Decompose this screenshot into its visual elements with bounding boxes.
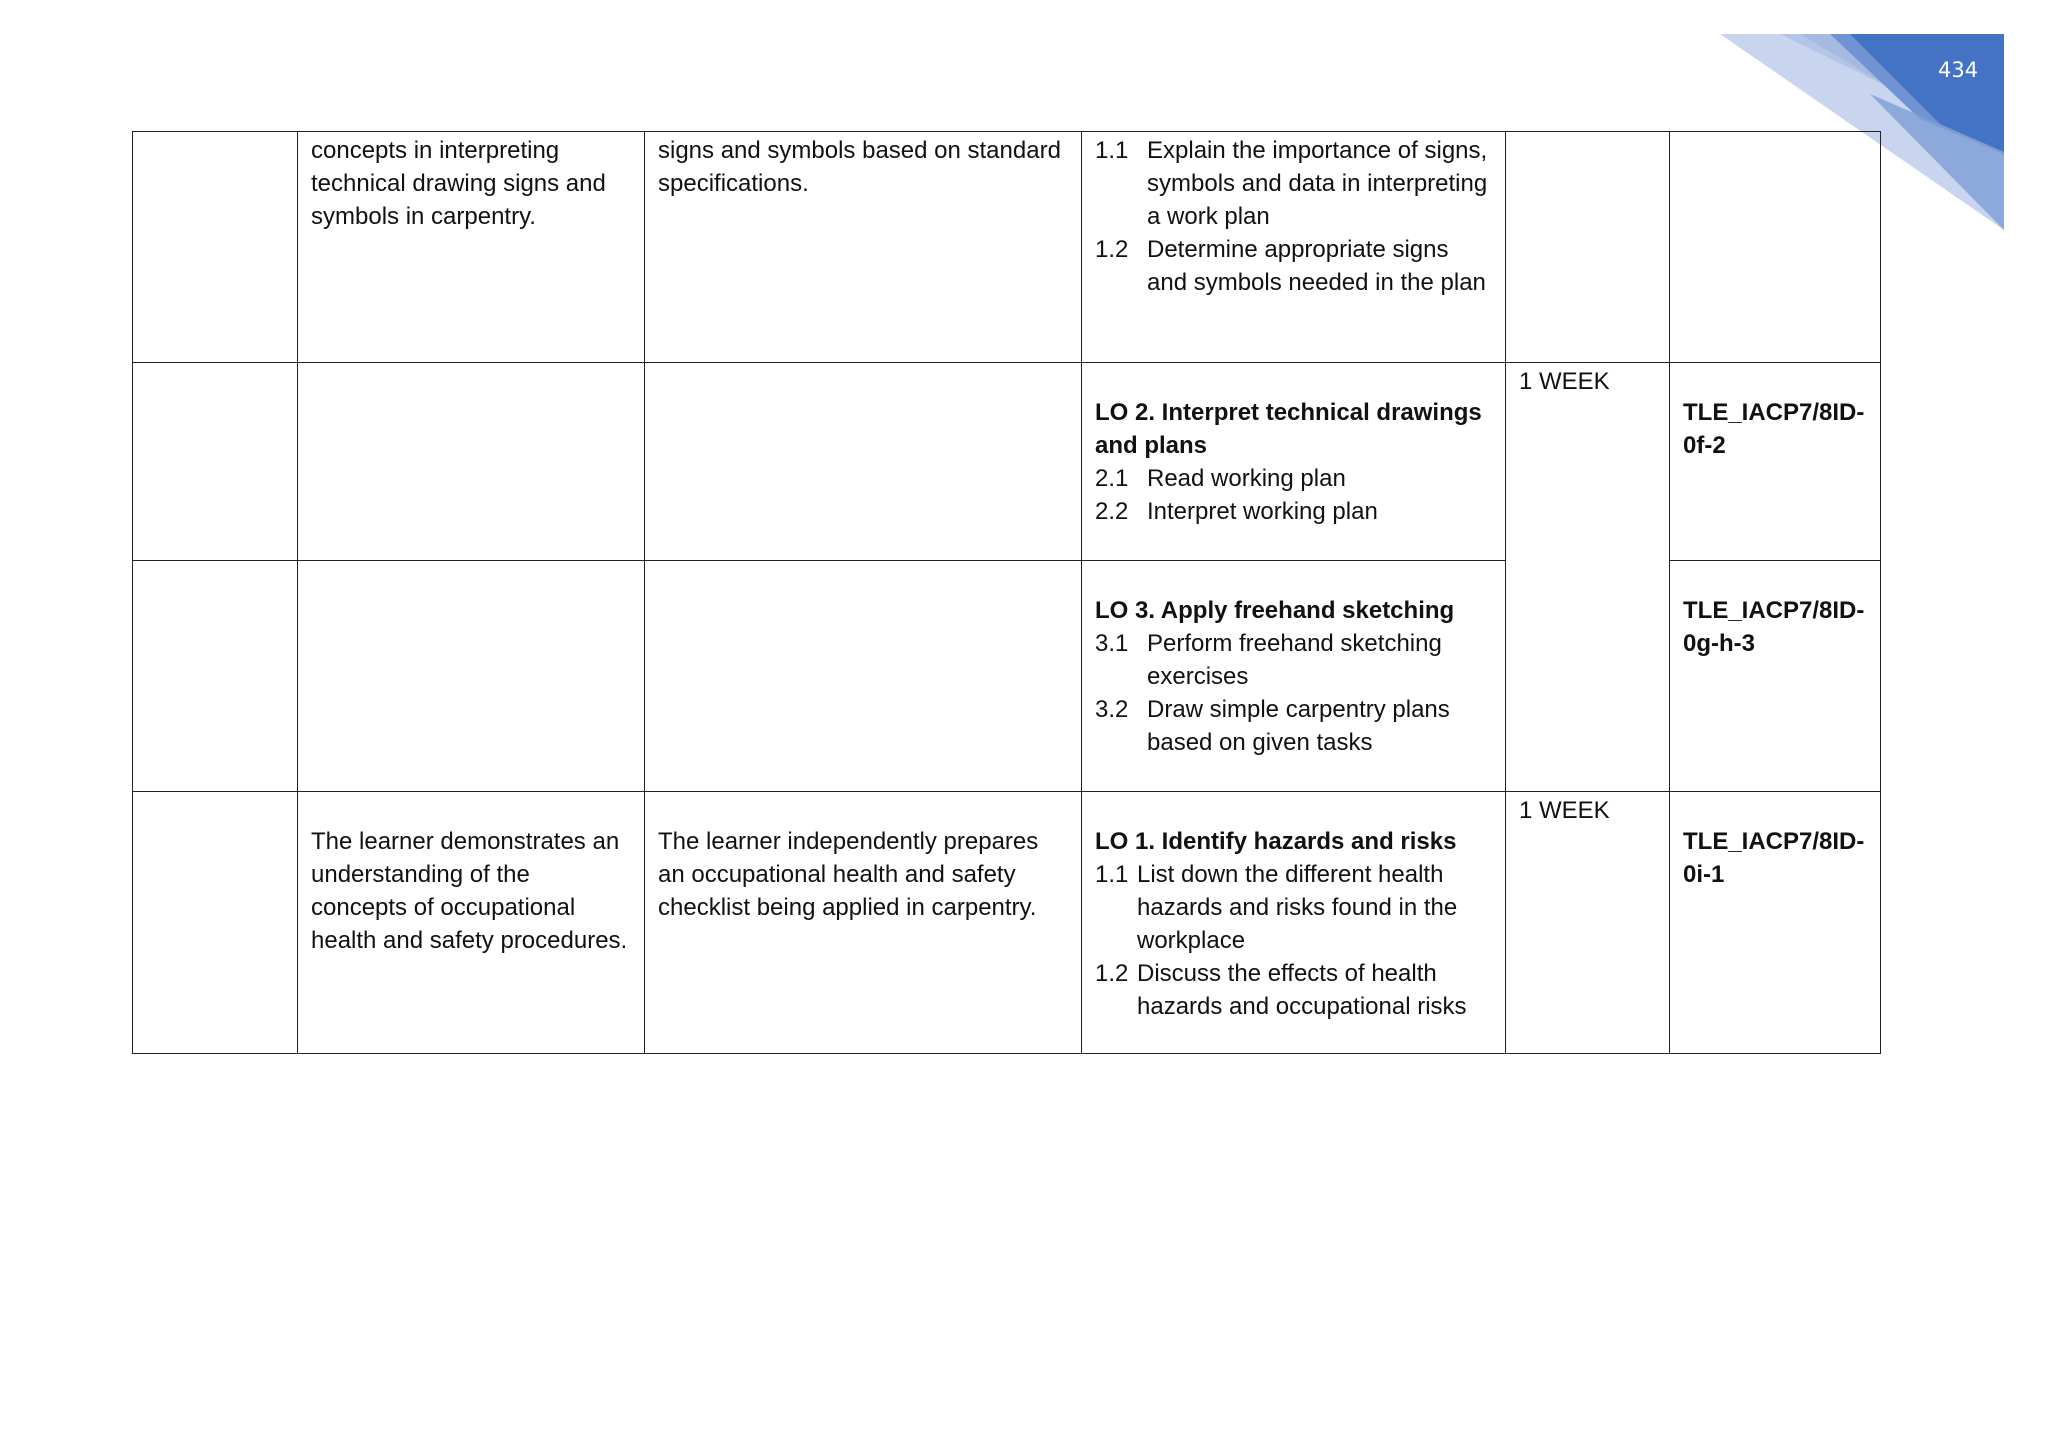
learning-competency-cell (1082, 561, 1506, 792)
duration-cell (1506, 792, 1670, 1054)
item-text: Draw simple carpentry plans based on given tasks (1147, 696, 1450, 756)
learning-competency-cell (1082, 132, 1506, 363)
performance-standard-cell (645, 792, 1082, 1054)
competency-item (1095, 858, 1493, 957)
code-cell (1670, 132, 1881, 363)
competency-item (1095, 693, 1493, 759)
learning-competency-cell (1082, 792, 1506, 1054)
item-text: List down the different health hazards and risks found in the workplace (1137, 861, 1458, 954)
competency-item (1095, 233, 1493, 299)
code-cell (1670, 363, 1881, 561)
item-text: Read working plan (1147, 465, 1346, 492)
competency-item (1095, 627, 1493, 693)
table-row (133, 363, 1881, 561)
content-standard-cell (298, 132, 645, 363)
duration-cell (1506, 132, 1670, 363)
item-text: Determine appropriate signs and symbols needed in the plan (1147, 236, 1486, 296)
item-text: Interpret working plan (1147, 498, 1378, 525)
content-standard-cell (298, 792, 645, 1054)
lo-title: LO 1. Identify hazards and risks (1095, 828, 1457, 855)
item-number: 1.2 (1095, 236, 1129, 263)
curriculum-table (132, 131, 1881, 1054)
code-cell (1670, 561, 1881, 792)
performance-standard-cell (645, 132, 1082, 363)
duration-text: 1 WEEK (1519, 797, 1610, 824)
item-number: 1.2 (1095, 960, 1129, 987)
item-number: 2.2 (1095, 498, 1129, 525)
performance-standard-text: The learner independently prepares an occupational health and safety checklist being applied in carpentry. (658, 828, 1039, 921)
competency-item (1095, 462, 1493, 495)
page-number: 434 (1938, 58, 1979, 82)
code-text: TLE_IACP7/8ID-0i-1 (1683, 828, 1865, 888)
learning-competency-cell (1082, 363, 1506, 561)
competency-item (1095, 495, 1493, 528)
empty-cell (645, 561, 1082, 792)
competency-item (1095, 957, 1493, 1023)
content-standard-text: The learner demonstrates an understanding of the concepts of occupational health and safety procedures. (311, 828, 628, 954)
empty-cell (298, 363, 645, 561)
performance-standard-text: signs and symbols based on standard specifications. (658, 137, 1061, 197)
empty-cell (133, 132, 298, 363)
lo-title: LO 2. Interpret technical drawings and plans (1095, 399, 1482, 459)
content-standard-text: concepts in interpreting technical drawing signs and symbols in carpentry. (311, 137, 606, 230)
empty-cell (133, 363, 298, 561)
item-text: Perform freehand sketching exercises (1147, 630, 1442, 690)
lo-title: LO 3. Apply freehand sketching (1095, 597, 1455, 624)
empty-cell (298, 561, 645, 792)
item-text: Discuss the effects of health hazards and occupational risks (1137, 960, 1467, 1020)
table-row (133, 132, 1881, 363)
item-number: 1.1 (1095, 861, 1129, 888)
item-text: Explain the importance of signs, symbols and data in interpreting a work plan (1147, 137, 1488, 230)
item-number: 1.1 (1095, 137, 1129, 164)
empty-cell (133, 561, 298, 792)
table-row (133, 792, 1881, 1054)
item-number: 2.1 (1095, 465, 1129, 492)
code-text: TLE_IACP7/8ID-0g-h-3 (1683, 597, 1865, 657)
code-cell (1670, 792, 1881, 1054)
duration-text: 1 WEEK (1519, 368, 1610, 395)
code-text: TLE_IACP7/8ID-0f-2 (1683, 399, 1865, 459)
competency-item (1095, 134, 1493, 233)
item-number: 3.1 (1095, 630, 1129, 657)
duration-cell (1506, 363, 1670, 792)
empty-cell (645, 363, 1082, 561)
item-number: 3.2 (1095, 696, 1129, 723)
empty-cell (133, 792, 298, 1054)
